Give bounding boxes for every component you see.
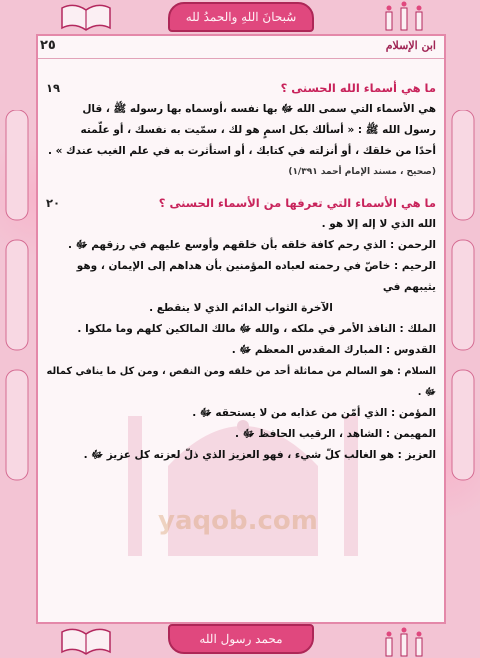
left-ornament-icon <box>2 110 32 530</box>
question-text: ما هي أسماء الله الحسنى ؟ <box>280 81 436 95</box>
bottom-banner: محمد رسول الله <box>168 624 314 654</box>
question-19 <box>46 78 436 99</box>
open-book-icon <box>58 626 114 656</box>
answer-line: هي الأسماء التي سمى الله ﷻ بها نفسه ،أوسماه بها رسوله ﷺ ، قال <box>82 103 436 115</box>
answer-line: العزيز : هو الغالب كلّ شيء ، فهو العزيز الذي ذلّ لعزته كل عزيز ﷻ . <box>83 449 436 461</box>
book-title: ابن الإسلام <box>385 39 436 52</box>
question-text: ما هي الأسماء التي تعرفها من الأسماء الحسنى ؟ <box>158 196 436 210</box>
question-20 <box>46 193 436 214</box>
right-ornament-icon <box>448 110 478 530</box>
candles-icon <box>376 0 432 32</box>
answer-line: الرحمن : الذي رحم كافة خلقه بأن خلقهم وأوسع عليهم في رزقهم ﷻ . <box>68 239 436 251</box>
question-number: ٢٠ <box>46 196 61 210</box>
watermark-text: yaqob.com <box>158 506 318 536</box>
page-header <box>38 36 444 59</box>
question-number: ١٩ <box>46 81 61 95</box>
answer-line: أحدًا من خلقك ، أو أنزلته في كتابك ، أو استأثرت به في علم الغيب عندك » . <box>47 145 436 157</box>
answer-line: الله الذي لا إله إلا هو . <box>321 218 436 230</box>
candles-icon <box>376 626 432 658</box>
page-number: ٢٥ <box>40 38 56 53</box>
open-book-icon <box>58 2 114 32</box>
answer-line: المهيمن : الشاهد ، الرقيب الحافظ ﷻ . <box>235 428 436 440</box>
answer-line: السلام : هو السالم من مماثلة أحد من خلقه ومن النقص ، ومن كل ما ينافي كماله ﷻ . <box>46 366 436 398</box>
hadith-source: (صحيح ، مسند الإمام أحمد ١/٣٩١) <box>288 167 436 177</box>
answer-line: الآخرة الثواب الدائم الذي لا ينقطع . <box>149 302 333 314</box>
top-banner: سُبحانَ اللهِ والحمدُ لله <box>168 2 314 32</box>
answer-line: القدوس : المبارك المقدس المعظم ﷻ . <box>231 344 436 356</box>
page-content-area <box>36 34 446 624</box>
answer-line: الرحيم : خاصّ في رحمته لعباده المؤمنين بأن هداهم إلى الإيمان ، وهو يثيبهم في <box>76 260 436 293</box>
qa-content <box>46 78 436 466</box>
answer-line: المؤمن : الذي أمّن من عذابه من لا يستحقه ﷻ . <box>192 407 436 419</box>
answer-line: الملك : النافذ الأمر في ملكه ، والله ﷻ مالك المالكين كلهم وما ملكوا . <box>77 323 436 335</box>
answer-line: رسول الله ﷺ : « أسألك بكل اسمٍ هو لك ، سمّيت به نفسك ، أو علّمته <box>80 124 436 136</box>
